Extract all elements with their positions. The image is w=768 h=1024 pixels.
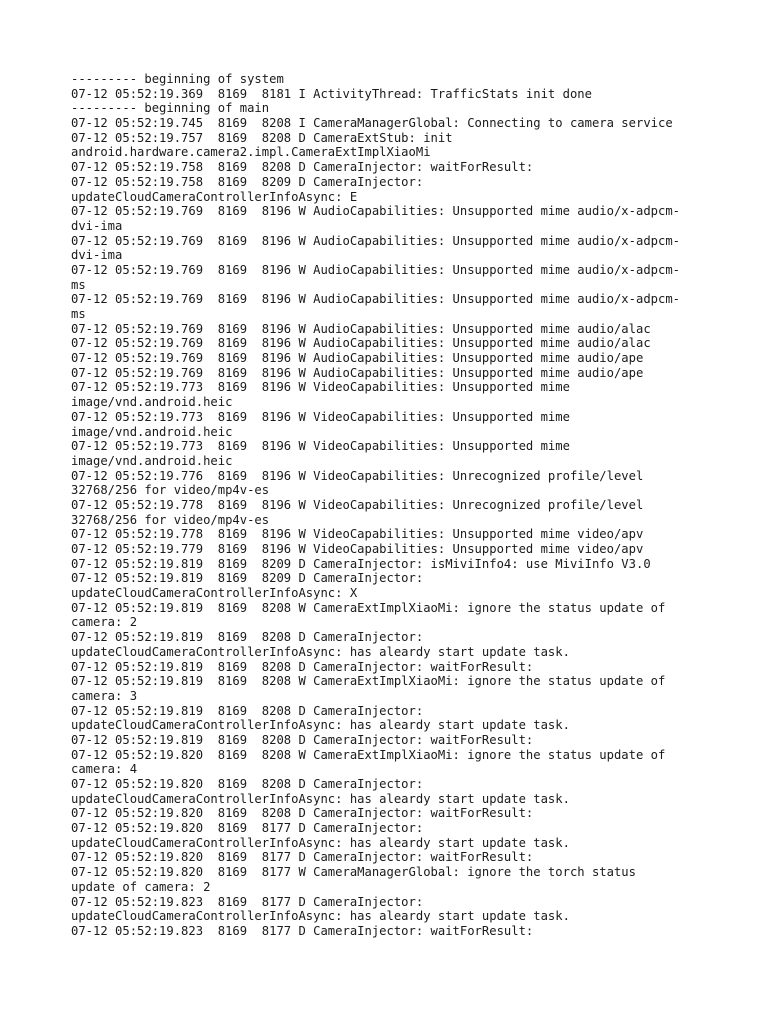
log-line: update of camera: 2 [71, 879, 211, 894]
log-line: image/vnd.android.heic [71, 453, 233, 468]
log-line: 32768/256 for video/mp4v-es [71, 483, 270, 498]
log-line: 07-12 05:52:19.819 8169 8208 W CameraExtImplXiaoMi: ignore the status update of [71, 674, 666, 689]
log-line: 07-12 05:52:19.757 8169 8208 D CameraExtStub: init [71, 130, 453, 145]
log-line: 07-12 05:52:19.769 8169 8196 W AudioCapabilities: Unsupported mime audio/ape [71, 365, 644, 380]
log-line: 07-12 05:52:19.745 8169 8208 I CameraManagerGlobal: Connecting to camera service [71, 116, 673, 131]
log-line: 07-12 05:52:19.758 8169 8209 D CameraInjector: [71, 174, 424, 189]
log-line: image/vnd.android.heic [71, 395, 233, 410]
log-line: 07-12 05:52:19.773 8169 8196 W VideoCapabilities: Unsupported mime [71, 439, 570, 454]
log-line: 07-12 05:52:19.820 8169 8208 D CameraInjector: [71, 777, 424, 791]
log-line: camera: 3 [71, 688, 138, 703]
log-line: 07-12 05:52:19.769 8169 8196 W AudioCapabilities: Unsupported mime audio/ape [71, 351, 644, 366]
log-line: 07-12 05:52:19.823 8169 8177 D CameraInjector: waitForResult: [71, 923, 534, 938]
log-line: 07-12 05:52:19.769 8169 8196 W AudioCapabilities: Unsupported mime audio/alac [71, 321, 651, 336]
log-line: 07-12 05:52:19.819 8169 8208 W CameraExtImplXiaoMi: ignore the status update of [71, 600, 666, 615]
log-line: camera: 2 [71, 615, 138, 630]
log-line: 07-12 05:52:19.769 8169 8196 W AudioCapabilities: Unsupported mime audio/alac [71, 336, 651, 351]
log-line: 07-12 05:52:19.773 8169 8196 W VideoCapabilities: Unsupported mime [71, 380, 570, 395]
log-line: 07-12 05:52:19.758 8169 8208 D CameraInjector: waitForResult: [71, 160, 534, 175]
log-line: 07-12 05:52:19.820 8169 8177 D CameraInjector: [71, 821, 424, 836]
log-line: 07-12 05:52:19.819 8169 8208 D CameraInjector: [71, 630, 424, 645]
log-line: 07-12 05:52:19.779 8169 8196 W VideoCapabilities: Unsupported mime video/apv [71, 542, 644, 556]
log-line: 07-12 05:52:19.369 8169 8181 I ActivityThread: TrafficStats init done [71, 86, 592, 101]
log-line: updateCloudCameraControllerInfoAsync: has aleardy start update task. [71, 909, 570, 924]
log-line: ms [71, 307, 86, 321]
log-line: --------- beginning of main [71, 101, 270, 116]
log-line: 07-12 05:52:19.819 8169 8208 D CameraInjector: waitForResult: [71, 732, 534, 747]
log-line: camera: 4 [71, 762, 138, 777]
log-line: 07-12 05:52:19.773 8169 8196 W VideoCapabilities: Unsupported mime [71, 409, 570, 424]
log-line: 07-12 05:52:19.778 8169 8196 W VideoCapabilities: Unrecognized profile/level [71, 497, 644, 512]
log-line: android.hardware.camera2.impl.CameraExtImplXiaoMi [71, 145, 431, 160]
log-line: 32768/256 for video/mp4v-es [71, 512, 270, 527]
log-line: 07-12 05:52:19.820 8169 8208 D CameraInjector: waitForResult: [71, 806, 534, 821]
log-line: updateCloudCameraControllerInfoAsync: has aleardy start update task. [71, 718, 570, 733]
log-line: 07-12 05:52:19.776 8169 8196 W VideoCapabilities: Unrecognized profile/level [71, 468, 644, 483]
log-line: updateCloudCameraControllerInfoAsync: has aleardy start update task. [71, 644, 570, 659]
log-line: dvi-ima [71, 248, 123, 263]
log-line: updateCloudCameraControllerInfoAsync: has aleardy start update task. [71, 835, 570, 850]
log-line: ms [71, 277, 86, 292]
log-line: dvi-ima [71, 218, 123, 233]
log-output [71, 72, 711, 939]
log-line: updateCloudCameraControllerInfoAsync: X [71, 586, 358, 601]
log-line: 07-12 05:52:19.819 8169 8209 D CameraInjector: isMiviInfo4: use MiviInfo V3.0 [71, 556, 651, 571]
log-line: updateCloudCameraControllerInfoAsync: has aleardy start update task. [71, 791, 570, 806]
log-line: 07-12 05:52:19.820 8169 8177 D CameraInjector: waitForResult: [71, 850, 534, 865]
log-line: --------- beginning of system [71, 72, 284, 86]
log-line: 07-12 05:52:19.769 8169 8196 W AudioCapabilities: Unsupported mime audio/x-adpcm- [71, 292, 681, 307]
log-line: 07-12 05:52:19.769 8169 8196 W AudioCapabilities: Unsupported mime audio/x-adpcm- [71, 262, 681, 277]
log-line: 07-12 05:52:19.820 8169 8208 W CameraExtImplXiaoMi: ignore the status update of [71, 747, 666, 762]
log-line: 07-12 05:52:19.819 8169 8208 D CameraInjector: waitForResult: [71, 659, 534, 674]
log-line: 07-12 05:52:19.819 8169 8208 D CameraInjector: [71, 703, 424, 718]
log-line: 07-12 05:52:19.819 8169 8209 D CameraInjector: [71, 571, 424, 586]
log-line: 07-12 05:52:19.769 8169 8196 W AudioCapabilities: Unsupported mime audio/x-adpcm- [71, 204, 681, 219]
log-line: 07-12 05:52:19.823 8169 8177 D CameraInjector: [71, 894, 424, 909]
log-line: updateCloudCameraControllerInfoAsync: E [71, 189, 358, 204]
log-line: 07-12 05:52:19.769 8169 8196 W AudioCapabilities: Unsupported mime audio/x-adpcm- [71, 233, 681, 248]
log-line: 07-12 05:52:19.778 8169 8196 W VideoCapabilities: Unsupported mime video/apv [71, 527, 644, 542]
log-line: 07-12 05:52:19.820 8169 8177 W CameraManagerGlobal: ignore the torch status [71, 865, 636, 880]
log-line: image/vnd.android.heic [71, 424, 233, 439]
